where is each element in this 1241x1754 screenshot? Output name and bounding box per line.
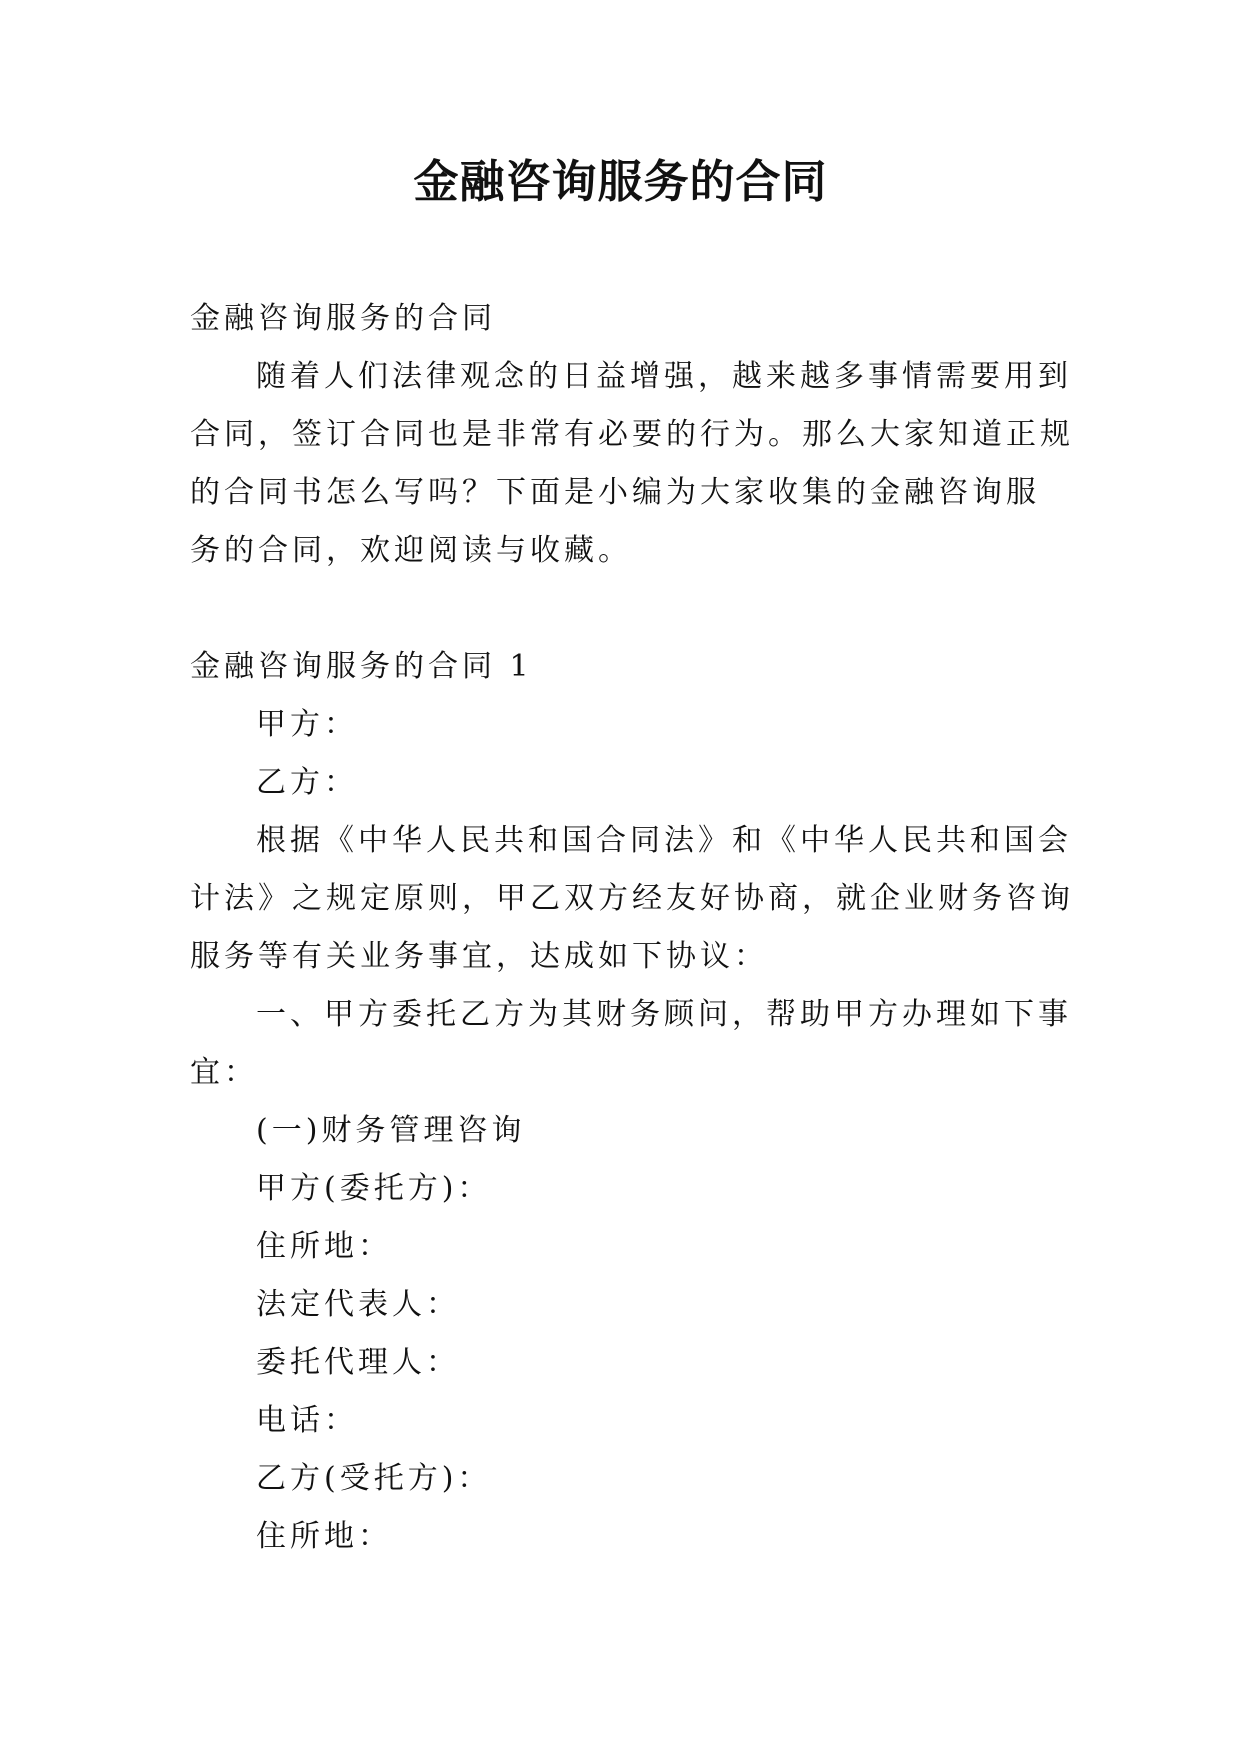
document-subtitle: 金融咨询服务的合同 xyxy=(190,301,496,336)
party-b-label: 乙方： xyxy=(256,765,358,800)
field-label: 委托代理人： xyxy=(256,1345,460,1380)
intro-line: 合同，签订合同也是非常有必要的行为。那么大家知道正规 xyxy=(190,417,1074,452)
section-heading: 金融咨询服务的合同 1 xyxy=(190,649,533,684)
field-label: 住所地： xyxy=(256,1229,392,1264)
intro-line: 务的合同，欢迎阅读与收藏。 xyxy=(190,533,632,568)
sub-item-heading: (一)财务管理咨询 xyxy=(256,1113,526,1148)
document-title: 金融咨询服务的合同 xyxy=(413,155,828,208)
intro-line: 随着人们法律观念的日益增强，越来越多事情需要用到 xyxy=(256,359,1072,394)
clause-line: 宜： xyxy=(190,1055,258,1090)
basis-line: 服务等有关业务事宜，达成如下协议： xyxy=(190,939,768,974)
field-label: 住所地： xyxy=(256,1519,392,1554)
basis-line: 根据《中华人民共和国合同法》和《中华人民共和国会 xyxy=(256,823,1072,858)
party-a-label: 甲方： xyxy=(256,707,358,742)
basis-line: 计法》之规定原则，甲乙双方经友好协商，就企业财务咨询 xyxy=(190,881,1074,916)
field-label: 法定代表人： xyxy=(256,1287,460,1322)
field-label: 甲方(委托方)： xyxy=(256,1171,492,1206)
field-label: 乙方(受托方)： xyxy=(256,1461,492,1496)
clause-line: 一、甲方委托乙方为其财务顾问，帮助甲方办理如下事 xyxy=(256,997,1072,1032)
paragraph-gap xyxy=(190,580,1054,638)
field-label: 电话： xyxy=(256,1403,358,1438)
document-body xyxy=(190,290,1074,1566)
intro-line: 的合同书怎么写吗？下面是小编为大家收集的金融咨询服 xyxy=(190,475,1040,510)
